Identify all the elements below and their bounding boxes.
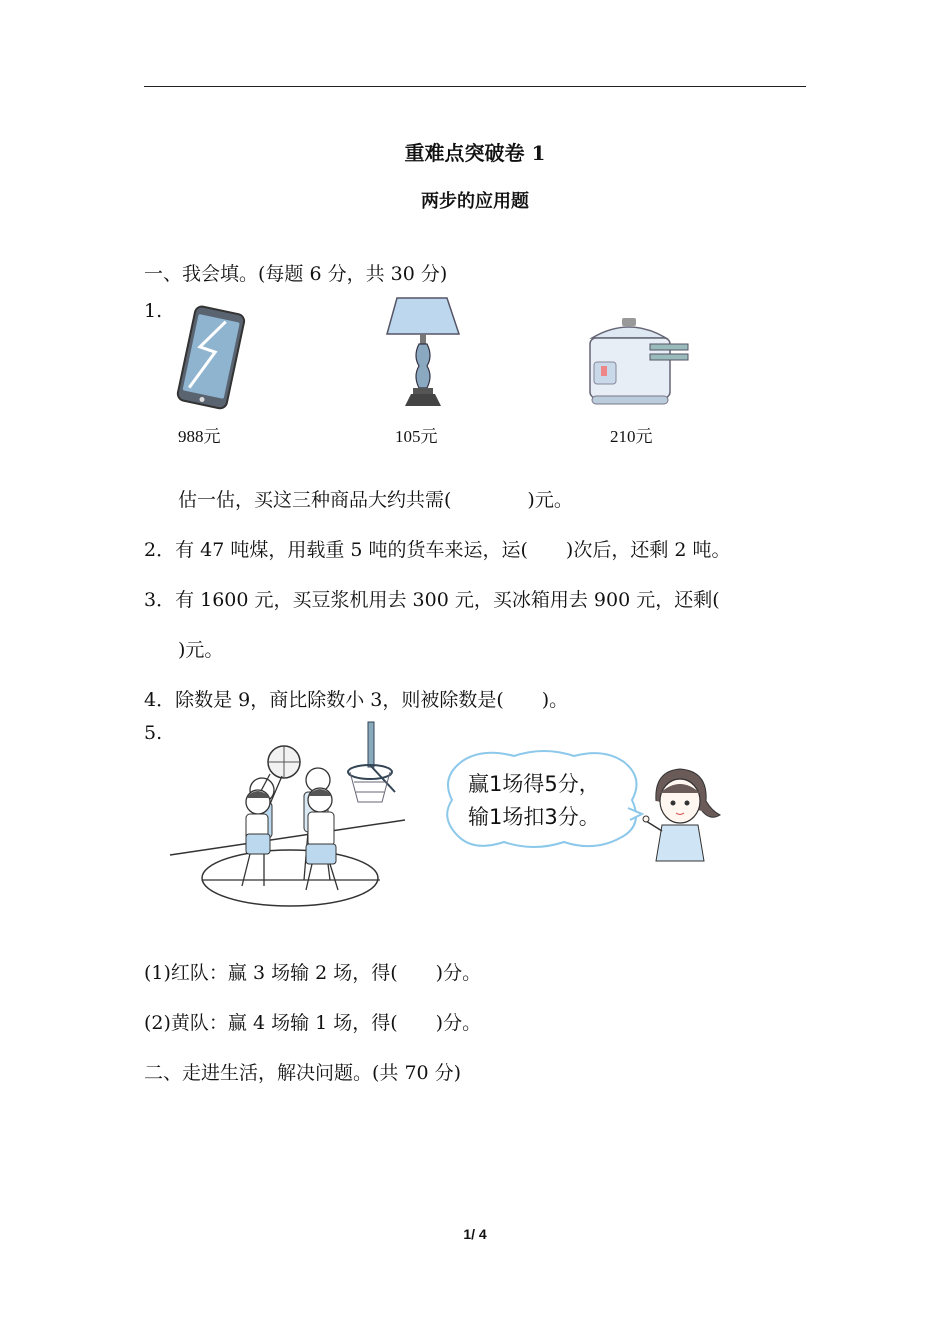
section2-heading: 二、走进生活，解决问题。(共 70 分): [144, 1062, 462, 1084]
q3-text-line1: 3．有 1600 元，买豆浆机用去 300 元，买冰箱用去 900 元，还剩(: [144, 589, 720, 611]
rice-cooker-icon: [584, 316, 694, 408]
girl-illustration: [640, 765, 724, 863]
q2-text: 2．有 47 吨煤，用载重 5 吨的货车来运，运( )次后，还剩 2 吨。: [144, 539, 731, 561]
header-rule: [144, 86, 806, 87]
q3-text-line2: )元。: [178, 639, 224, 661]
price-phone: 988元: [178, 427, 221, 446]
q5-number: 5.: [144, 722, 163, 744]
basketball-scene-illustration: [170, 720, 415, 915]
q5-sub2: (2)黄队：赢 4 场输 1 场，得( )分。: [144, 1012, 482, 1034]
bubble-line-1: 赢1场得5分，: [468, 772, 600, 796]
page-title: 重难点突破卷 1: [404, 141, 546, 165]
page-number: 1/ 4: [463, 1226, 487, 1242]
price-lamp: 105元: [395, 427, 438, 446]
q5-sub1: (1)红队：赢 3 场输 2 场，得( )分。: [144, 962, 482, 984]
bubble-line-2: 输1场扣3分。: [468, 805, 600, 829]
page-subtitle: 两步的应用题: [421, 191, 529, 212]
q1-number: 1.: [144, 300, 163, 322]
q1-text: 估一估，买这三种商品大约共需( )元。: [178, 489, 573, 511]
price-cooker: 210元: [610, 427, 653, 446]
q4-text: 4．除数是 9，商比除数小 3，则被除数是( )。: [144, 689, 569, 711]
smartphone-icon: [172, 305, 247, 410]
section1-heading: 一、我会填。(每题 6 分，共 30 分): [144, 263, 448, 285]
speech-bubble: [444, 748, 644, 852]
lamp-icon: [383, 296, 463, 414]
